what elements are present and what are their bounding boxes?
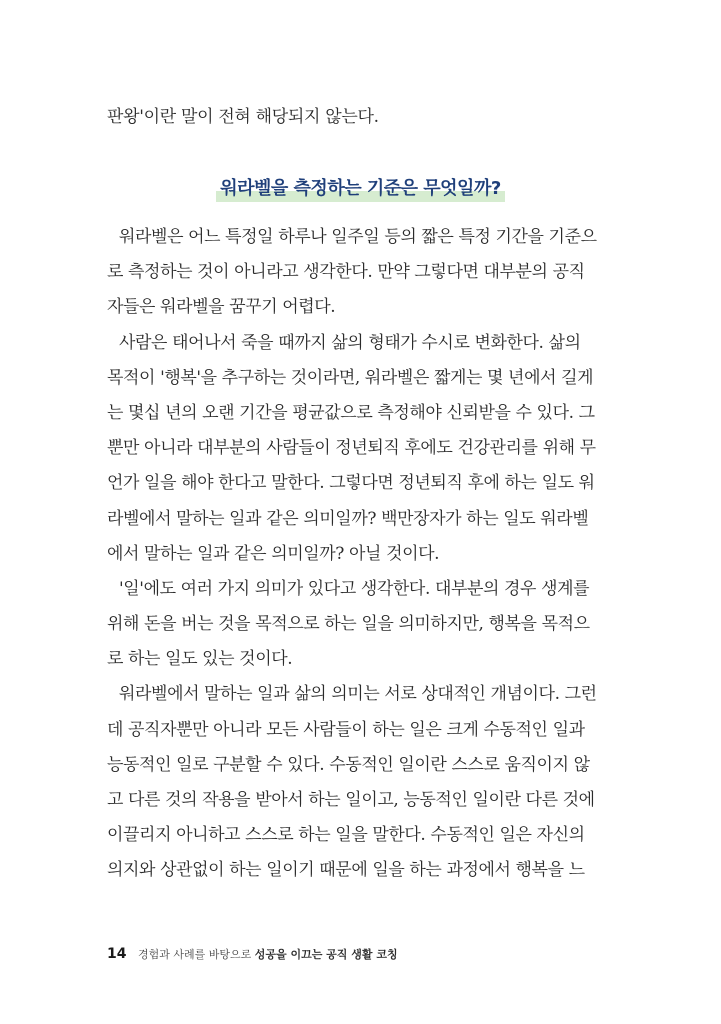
- text-line: 데 공직자뿐만 아니라 모든 사람들이 하는 일은 크게 수동적인 일과: [107, 719, 585, 740]
- body-text: [107, 220, 597, 889]
- page-footer: [107, 946, 398, 962]
- text-line: '일'에도 여러 가지 의미가 있다고 생각한다. 대부분의 경우 생계를: [119, 578, 590, 599]
- text-line: 는 몇십 년의 오랜 기간을 평균값으로 측정해야 신뢰받을 수 있다. 그: [107, 402, 595, 423]
- text-line: 의지와 상관없이 하는 일이기 때문에 일을 하는 과정에서 행복을 느: [107, 860, 585, 881]
- text-line: 로 하는 일도 있는 것이다.: [107, 649, 293, 670]
- section-heading-container: [0, 174, 721, 200]
- text-line: 위해 돈을 버는 것을 목적으로 하는 일을 의미하지만, 행복을 목적으: [107, 614, 590, 635]
- series-text: 경험과 사례를 바탕으로: [137, 948, 252, 961]
- text-line: 뿐만 아니라 대부분의 사람들이 정년퇴직 후에도 건강관리를 위해 무: [107, 438, 596, 459]
- text-line: 로 측정하는 것이 아니라고 생각한다. 만약 그렇다면 대부분의 공직: [107, 262, 585, 283]
- text-line: 사람은 태어나서 죽을 때까지 삶의 형태가 수시로 변화한다. 삶의: [119, 332, 581, 353]
- section-heading-text: 워라벨을 측정하는 기준은 무엇일까?: [220, 178, 501, 199]
- text-line: 워라벨은 어느 특정일 하루나 일주일 등의 짧은 특정 기간을 기준으: [119, 227, 597, 247]
- continued-text-line: 판왕'이란 말이 전혀 해당되지 않는다.: [107, 107, 379, 127]
- text-line: 목적이 '행복'을 추구하는 것이라면, 워라벨은 짧게는 몇 년에서 길게: [107, 367, 594, 388]
- book-title: 성공을 이끄는 공직 생활 코칭: [254, 948, 398, 961]
- text-line: 자들은 워라벨을 꿈꾸기 어렵다.: [107, 297, 336, 318]
- text-line: 라벨에서 말하는 일과 같은 의미일까? 백만장자가 하는 일도 워라벨: [107, 508, 589, 529]
- text-line: 능동적인 일로 구분할 수 있다. 수동적인 일이란 스스로 움직이지 않: [107, 754, 590, 775]
- text-line: 워라벨에서 말하는 일과 삶의 의미는 서로 상대적인 개념이다. 그런: [119, 684, 597, 705]
- section-heading: [216, 174, 505, 200]
- text-line: 고 다른 것의 작용을 받아서 하는 일이고, 능동적인 일이란 다른 것에: [107, 790, 595, 810]
- text-line: 에서 말하는 일과 같은 의미일까? 아닐 것이다.: [107, 543, 440, 564]
- text-line: 언가 일을 해야 한다고 말한다. 그렇다면 정년퇴직 후에 하는 일도 워: [107, 473, 595, 494]
- page-number: 14: [107, 946, 127, 962]
- text-line: 이끌리지 아니하고 스스로 하는 일을 말한다. 수동적인 일은 자신의: [107, 825, 585, 846]
